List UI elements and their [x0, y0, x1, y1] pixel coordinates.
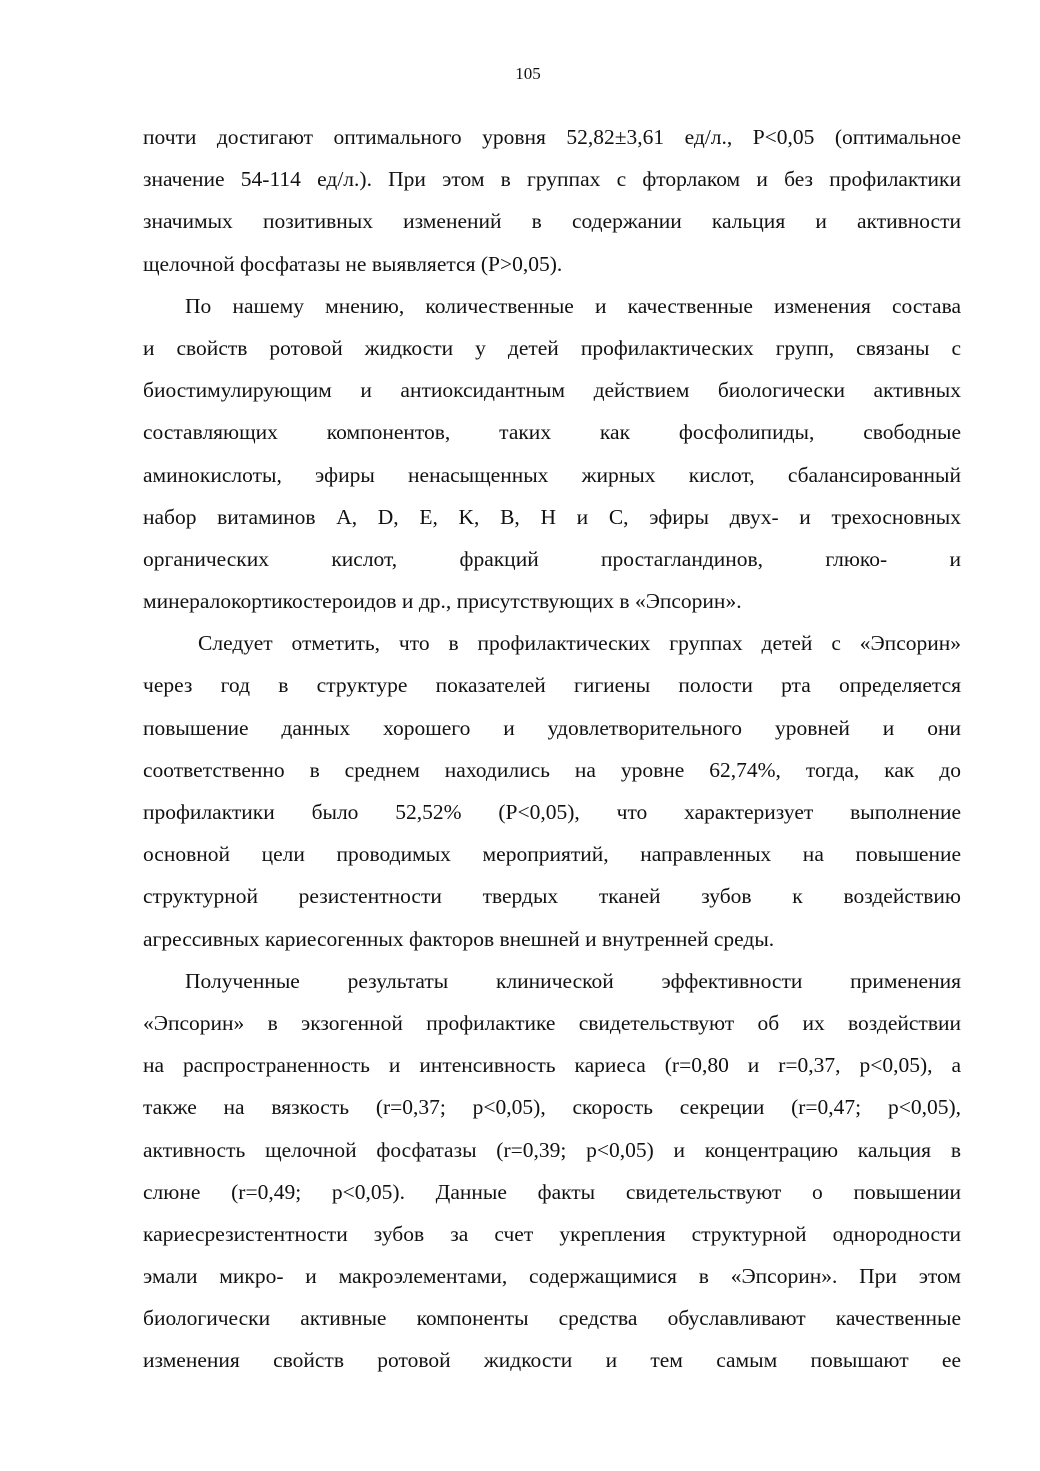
page-number: 105	[515, 64, 541, 83]
text-line: агрессивных кариесогенных факторов внешней и внутренней среды.	[143, 926, 775, 951]
text-line: через год в структуре показателей гигиены полости рта определяется	[143, 673, 961, 698]
text-line: повышение данных хорошего и удовлетворительного уровней и они	[143, 715, 961, 740]
text-line: соответственно в среднем находились на уровне 62,74%, тогда, как до	[143, 757, 961, 782]
text-line: значение 54-114 ед/л.). При этом в группах с фторлаком и без профилактики	[143, 167, 961, 192]
text-line: также на вязкость (r=0,37; p<0,05), скорость секреции (r=0,47; p<0,05),	[143, 1095, 961, 1120]
text-line: аминокислоты, эфиры ненасыщенных жирных кислот, сбалансированный	[143, 462, 961, 487]
text-line: Следует отметить, что в профилактических группах детей с «Эпсорин»	[198, 631, 961, 656]
text-line: минералокортикостероидов и др., присутствующих в «Эпсорин».	[143, 589, 742, 614]
text-line: значимых позитивных изменений в содержании кальция и активности	[143, 209, 961, 234]
text-line: изменения свойств ротовой жидкости и тем самым повышают ее	[143, 1348, 961, 1373]
body-text	[143, 116, 961, 1382]
text-line: биологически активные компоненты средства обуславливают качественные	[143, 1306, 961, 1331]
text-line: слюне (r=0,49; p<0,05). Данные факты свидетельствуют о повышении	[143, 1179, 961, 1204]
text-line: основной цели проводимых мероприятий, направленных на повышение	[143, 842, 961, 867]
text-line: «Эпсорин» в экзогенной профилактике свидетельствуют об их воздействии	[143, 1010, 961, 1035]
text-line: составляющих компонентов, таких как фосфолипиды, свободные	[143, 420, 961, 445]
text-line: и свойств ротовой жидкости у детей профилактических групп, связаны с	[143, 335, 961, 360]
text-line: на распространенность и интенсивность кариеса (r=0,80 и r=0,37, p<0,05), а	[143, 1053, 961, 1078]
text-line: кариесрезистентности зубов за счет укрепления структурной однородности	[143, 1221, 961, 1246]
text-line: набор витаминов A, D, E, K, B, H и C, эфиры двух- и трехосновных	[143, 504, 961, 529]
text-line: активность щелочной фосфатазы (r=0,39; p<0,05) и концентрацию кальция в	[143, 1137, 961, 1162]
text-line: профилактики было 52,52% (P<0,05), что характеризует выполнение	[143, 800, 961, 824]
text-line: структурной резистентности твердых тканей зубов к воздействию	[143, 884, 961, 909]
text-line: По нашему мнению, количественные и качественные изменения состава	[185, 293, 961, 318]
text-line: биостимулирующим и антиоксидантным действием биологически активных	[143, 378, 961, 403]
text-line: щелочной фосфатазы не выявляется (P>0,05).	[143, 251, 563, 276]
text-line: Полученные результаты клинической эффективности применения	[185, 968, 961, 993]
text-line: почти достигают оптимального уровня 52,82±3,61 ед/л., P<0,05 (оптимальное	[143, 125, 961, 149]
text-line: эмали микро- и макроэлементами, содержащимися в «Эпсорин». При этом	[143, 1264, 961, 1289]
text-line: органических кислот, фракций простагландинов, глюко- и	[143, 546, 961, 571]
